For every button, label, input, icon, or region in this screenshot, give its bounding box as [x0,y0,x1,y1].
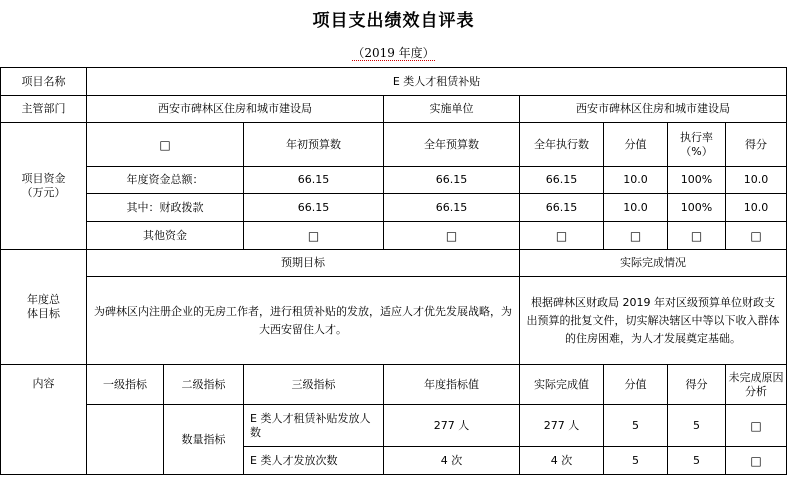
project-name-label: 项目名称 [1,68,87,96]
indicator-level1-cell [87,405,164,475]
department-row [1,96,787,123]
funds-cell: 10.0 [726,167,787,194]
indicator-actual: 277 人 [520,405,604,447]
funds-header-annual: 全年预算数 [384,123,520,167]
indicator-name: E 类人才发放次数 [244,447,384,475]
document-title: 项目支出绩效自评表 [312,11,475,31]
funds-header-row [1,123,787,167]
indicator-reason: □ [726,405,787,447]
expected-text: 为碑林区内注册企业的无房工作者，进行租赁补贴的发放，适应人才优先发展战略，为大西安留住人才。 [87,277,520,365]
funds-row-label: 年度资金总额： [87,167,244,194]
funds-header-blank: □ [87,123,244,167]
funds-header-exec-rate: 执行率（%） [668,123,726,167]
funds-cell: 100% [668,194,726,222]
goal-label: 年度总体目标 [1,250,87,365]
funds-cell: □ [726,222,787,250]
funds-row-label: 其他资金 [87,222,244,250]
funds-cell: □ [604,222,668,250]
indicator-target: 277 人 [384,405,520,447]
funds-cell: 66.15 [244,194,384,222]
funds-header-initial: 年初预算数 [244,123,384,167]
indicator-score-value: 5 [604,405,668,447]
funds-header-score: 得分 [726,123,787,167]
funds-label: 项目资金（万元） [1,123,87,250]
actual-label: 实际完成情况 [520,250,787,277]
funds-cell: 10.0 [604,167,668,194]
funds-cell: □ [244,222,384,250]
funds-cell: 66.15 [384,194,520,222]
impl-label: 实施单位 [384,96,520,123]
indicator-reason: □ [726,447,787,475]
indicator-row [1,405,787,447]
indicator-score: 5 [668,447,726,475]
goal-content-row [1,277,787,365]
funds-row-label: 其中：财政拨款 [87,194,244,222]
funds-cell: 66.15 [520,167,604,194]
indicator-score-value: 5 [604,447,668,475]
indicator-header-level3: 三级指标 [244,365,384,405]
funds-cell: 10.0 [604,194,668,222]
funds-cell: 66.15 [520,194,604,222]
indicator-header-score: 得分 [668,365,726,405]
performance-table [0,67,787,475]
indicator-header-target: 年度指标值 [384,365,520,405]
indicator-content-label: 内容 [1,365,87,475]
indicator-header-reason: 未完成原因分析 [726,365,787,405]
funds-cell: □ [668,222,726,250]
indicator-actual: 4 次 [520,447,604,475]
actual-text: 根据碑林区财政局 2019 年对区级预算单位财政支出预算的批复文件，切实解决辖区中等以下收入群体的住房困难，为人才发展奠定基础。 [520,277,787,365]
indicator-header-row [1,365,787,405]
indicator-header-actual: 实际完成值 [520,365,604,405]
project-name-row [1,68,787,96]
funds-header-score-value: 分值 [604,123,668,167]
funds-cell: 10.0 [726,194,787,222]
goal-header-row [1,250,787,277]
indicator-target: 4 次 [384,447,520,475]
funds-cell: □ [520,222,604,250]
project-name-value: E 类人才租赁补贴 [87,68,787,96]
funds-cell: 66.15 [244,167,384,194]
indicator-name: E 类人才租赁补贴发放人数 [244,405,384,447]
funds-cell: 100% [668,167,726,194]
funds-row-fiscal [1,194,787,222]
dept-label: 主管部门 [1,96,87,123]
funds-row-other [1,222,787,250]
indicator-header-level1: 一级指标 [87,365,164,405]
funds-header-executed: 全年执行数 [520,123,604,167]
impl-value: 西安市碑林区住房和城市建设局 [520,96,787,123]
funds-cell: 66.15 [384,167,520,194]
funds-row-total [1,167,787,194]
funds-cell: □ [384,222,520,250]
year-text: （2019 年度） [352,46,435,60]
year-subtitle [0,44,787,61]
indicator-header-level2: 二级指标 [164,365,244,405]
indicator-group-label: 数量指标 [164,405,244,475]
dept-value: 西安市碑林区住房和城市建设局 [87,96,384,123]
indicator-score: 5 [668,405,726,447]
indicator-header-score-value: 分值 [604,365,668,405]
expected-label: 预期目标 [87,250,520,277]
